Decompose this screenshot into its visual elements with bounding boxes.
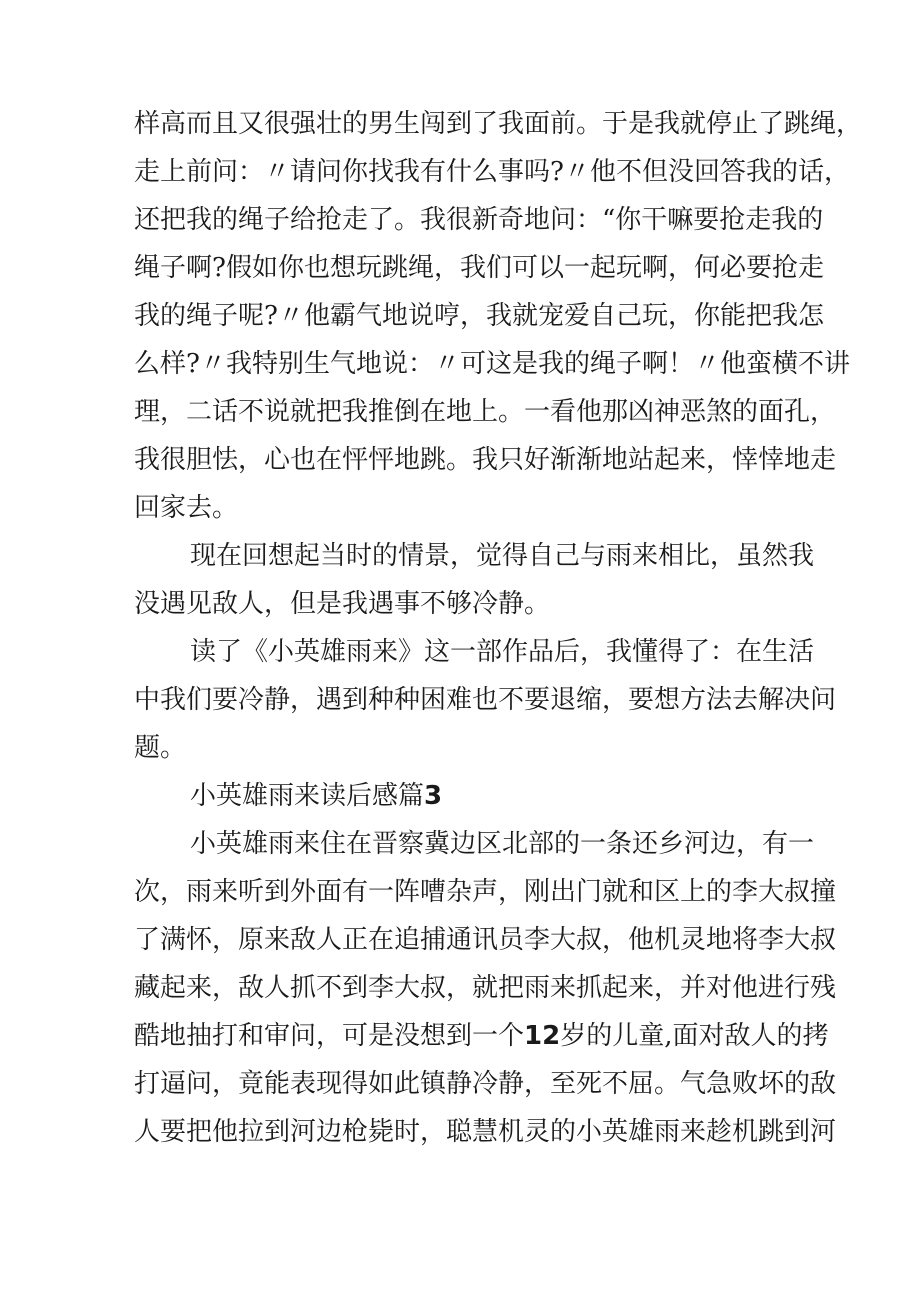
section-heading bbox=[134, 772, 798, 820]
text-line: 了满怀，原来敌人正在追捕通讯员李大叔，他机灵地将李大叔 bbox=[134, 925, 837, 955]
paragraph-start-line: 小英雄雨来住在晋察冀边区北部的一条还乡河边，有一 bbox=[190, 829, 815, 859]
paragraph-start-line: 现在回想起当时的情景，觉得自己与雨来相比，虽然我 bbox=[190, 541, 815, 571]
text-line: 我的绳子呢?〃他霸气地说哼，我就宠爱自己玩，你能把我怎 bbox=[134, 301, 824, 331]
text-line: 次，雨来听到外面有一阵嘈杂声，刚出门就和区上的李大叔撞 bbox=[134, 877, 837, 907]
text-line: 没遇见敌人，但是我遇事不够冷静。 bbox=[134, 589, 551, 619]
text-line: 理，二话不说就把我推倒在地上。一看他那凶神恶煞的面孔， bbox=[134, 397, 837, 427]
text-line: 人要把他拉到河边枪毙时，聪慧机灵的小英雄雨来趁机跳到河 bbox=[134, 1117, 837, 1147]
section-heading-text: 小英雄雨来读后感篇 bbox=[190, 781, 425, 811]
text-line: 么样?〃我特别生气地说：〃可这是我的绳子啊！〃他蛮横不讲 bbox=[134, 349, 850, 379]
text-line: 藏起来，敌人抓不到李大叔，就把雨来抓起来，并对他进行残 bbox=[134, 973, 837, 1003]
text-line: 绳子啊?假如你也想玩跳绳，我们可以一起玩啊，何必要抢走 bbox=[134, 253, 824, 283]
section-heading-number: 3 bbox=[424, 781, 443, 811]
document-body bbox=[134, 100, 863, 1156]
text-line: 样高而且又很强壮的男生闯到了我面前。于是我就停止了跳绳， bbox=[134, 109, 863, 139]
text-line: 打逼问，竟能表现得如此镇静冷静，至死不屈。气急败坏的敌 bbox=[134, 1069, 837, 1099]
age-number: 12 bbox=[524, 1021, 561, 1051]
paragraph-start-line: 读了《小英雄雨来》这一部作品后，我懂得了：在生活 bbox=[190, 637, 815, 667]
text-line: 还把我的绳子给抢走了。我很新奇地问：“你干嘛要抢走我的 bbox=[134, 205, 824, 235]
text-line: 我很胆怯，心也在怦怦地跳。我只好渐渐地站起来，悻悻地走 bbox=[134, 445, 837, 475]
text-segment: 岁的儿童,面对敌人的拷 bbox=[560, 1021, 829, 1051]
text-segment: 酷地抽打和审问，可是没想到一个 bbox=[134, 1021, 525, 1051]
text-line: 回家去。 bbox=[134, 493, 239, 523]
text-line: 中我们要冷静，遇到种种困难也不要退缩，要想方法去解决问 bbox=[134, 685, 837, 715]
text-line: 题。 bbox=[134, 733, 187, 763]
text-line: 走上前问：〃请问你找我有什么事吗?〃他不但没回答我的话， bbox=[134, 157, 850, 187]
text-line bbox=[134, 1012, 829, 1060]
